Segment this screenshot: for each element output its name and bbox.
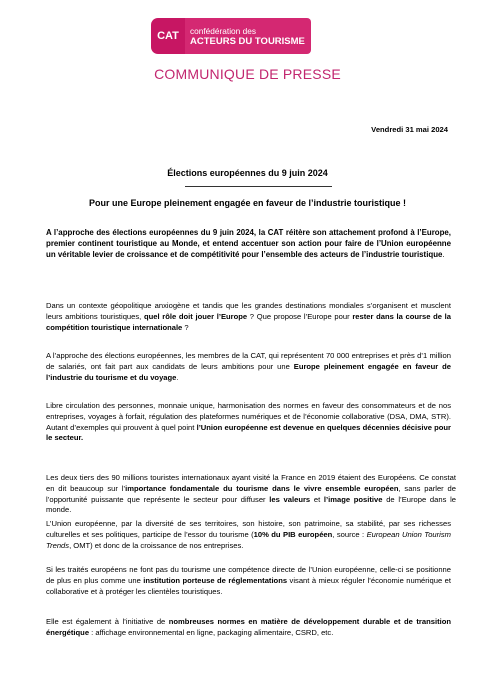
text-segment: Elle est également à l’initiative de <box>46 617 169 626</box>
paragraph-members <box>46 351 451 383</box>
emphasis: les valeurs <box>269 494 311 504</box>
logo-line1: confédération des <box>190 26 256 36</box>
paragraph-treaties <box>46 565 451 597</box>
cat-logo-wordmark <box>185 18 311 54</box>
intro-bold-text: A l’approche des élections européennes du 9 juin 2024, la CAT réitère son attachement profond à l’Europe, premier continent touristique au Monde, et entend accentuer son action pour faire de l’Union européenne un véritable levier de croissance et de compétitivité pour l’ensemble des acteurs de l’industrie touristique <box>46 228 451 259</box>
text-segment: Dans un contexte géopolitique anxiogène et tandis que les grandes destinations mondiales s’organisent et musclent leurs ambitions touristiques, <box>46 301 451 321</box>
text-segment: Les deux tiers des 90 millions touristes internationaux ayant visité la France en 2019 étaient des Européens. Ce constat en dit beaucoup sur l’ <box>46 473 456 493</box>
emphasis: rester dans la course de la compétition touristique internationale <box>46 311 452 332</box>
paragraph-diversity <box>46 519 451 551</box>
text-segment: : affichage environnemental en ligne, packaging alimentaire, CSRD, etc. <box>89 627 334 637</box>
text-segment: A l’approche des élections européennes, les membres de la CAT, qui représentent 70 000 entreprises et près d’1 million de salariés, ont fait part aux candidats de leurs ambitions pour une <box>46 351 451 371</box>
emphasis: importance fondamentale du tourisme dans le vivre ensemble européen <box>125 483 399 493</box>
paragraph-tourists <box>46 473 456 516</box>
paragraph-examples <box>46 401 451 444</box>
document-subtitle: Pour une Europe pleinement engagée en faveur de l’industrie touristique ! <box>88 198 407 208</box>
emphasis: 10% du PIB européen <box>253 529 333 539</box>
text-segment: de l’Europe dans le monde. <box>46 494 456 515</box>
logo-line2: ACTEURS DU TOURISME <box>190 36 305 47</box>
paragraph-standards <box>46 617 451 639</box>
emphasis: nombreuses normes en matière de développement durable et de transition énergétique <box>46 617 451 637</box>
text-segment: , sans parler de l’opportunité puissante que représente le secteur pour diffuser <box>46 483 456 504</box>
emphasis: Europe pleinement engagée en faveur de l’industrie du tourisme et du voyage <box>46 361 451 382</box>
text-segment: Libre circulation des personnes, monnaie unique, harmonisation des normes en faveur des consommateurs et de nos entreprises, voyages à forfait, régulation des plateformes numériques et de l’économie collaborative (DSA, DMA, STR). Autant d’exemples qui prouvent à quel point <box>46 401 451 432</box>
source-title: European Union Tourism Trends <box>46 529 451 550</box>
text-segment: . <box>176 372 179 382</box>
text-segment: visant à mieux réguler l’économie numérique et collaborative et à protéger les clientèles touristiques. <box>46 575 451 596</box>
emphasis: institution porteuse de réglementations <box>143 575 288 585</box>
document-title: Élections européennes du 9 juin 2024 <box>167 168 328 178</box>
emphasis: l’image positive <box>323 494 383 504</box>
title-divider <box>185 186 332 187</box>
cat-logo-mark: CAT <box>151 18 185 54</box>
release-date: Vendredi 31 mai 2024 <box>371 125 448 134</box>
text-segment: L’Union européenne, par la diversité de ses territoires, son histoire, son patrimoine, sa stabilité, par ses richesses culturelles et ses politiques, participe de l’essor du tourisme ( <box>46 519 451 539</box>
paragraph-intro <box>46 228 451 260</box>
paragraph-context <box>46 301 451 333</box>
text-segment: Si les traités européens ne font pas du tourisme une compétence directe de l’Union européenne, celle-ci se positionne de plus en plus comme une <box>46 565 451 585</box>
cat-logo <box>151 18 311 54</box>
text-segment: , OMT) et donc de la croissance de nos entreprises. <box>69 540 244 550</box>
press-release-heading: COMMUNIQUE DE PRESSE <box>154 66 341 82</box>
text-segment: , source : <box>332 529 367 539</box>
text-segment: et <box>310 494 324 504</box>
emphasis: quel rôle doit jouer l’Europe <box>143 311 248 321</box>
text-segment: ? Que propose l’Europe pour <box>247 311 353 321</box>
intro-end: . <box>442 249 445 259</box>
text-segment: ? <box>182 322 189 332</box>
emphasis: l’Union européenne est devenue en quelques décennies décisive pour le secteur. <box>46 422 451 443</box>
